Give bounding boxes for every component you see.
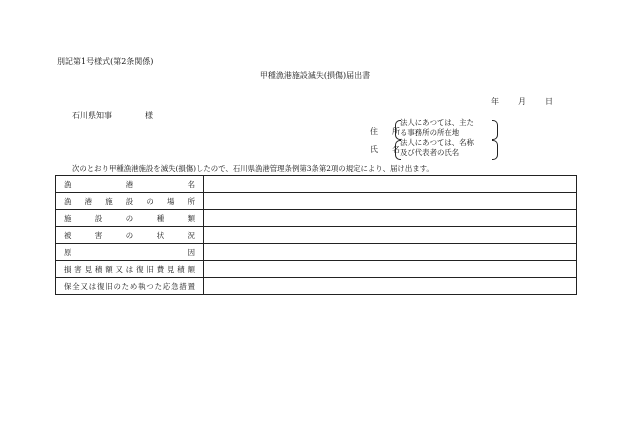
row-value-damage-status[interactable] xyxy=(204,227,577,244)
form-reference: 別記第1号様式(第2条関係) xyxy=(57,57,154,66)
row-label-fishing-port-name: 漁港名 xyxy=(56,176,204,193)
row-value-damage-estimate[interactable] xyxy=(204,261,577,278)
name-bracket-right xyxy=(492,140,498,160)
table-row xyxy=(56,227,577,244)
date-line xyxy=(491,97,553,107)
name-note-line-2: 及び代表者の氏名 xyxy=(400,148,460,157)
row-label-facility-location: 漁港施設の場所 xyxy=(56,193,204,210)
row-label-damage-status: 被害の状況 xyxy=(56,227,204,244)
table-row xyxy=(56,176,577,193)
intro-statement: 次のとおり甲種漁港施設を滅失(損傷)したので、石川県漁港管理条例第3条第2項の規定により、届け出ます。 xyxy=(72,164,434,173)
row-value-emergency-measures[interactable] xyxy=(204,278,577,295)
name-note-line-1: 法人にあつては、名称 xyxy=(400,138,474,147)
addressee xyxy=(72,111,153,121)
table-row xyxy=(56,278,577,295)
table-row xyxy=(56,193,577,210)
address-label: 住所 xyxy=(370,127,400,136)
table-row xyxy=(56,244,577,261)
row-label-emergency-measures: 保全又は復旧のため執つた応急措置 xyxy=(56,278,204,295)
table-row xyxy=(56,210,577,227)
addressee-honorific: 様 xyxy=(145,111,153,120)
date-day: 日 xyxy=(545,97,553,106)
address-note-line-2: る事務所の所在地 xyxy=(400,128,460,137)
address-note-line-1: 法人にあつては、主た xyxy=(400,118,474,127)
name-label: 氏名 xyxy=(370,145,400,154)
table-row xyxy=(56,261,577,278)
address-bracket-right xyxy=(492,120,498,140)
row-value-facility-location[interactable] xyxy=(204,193,577,210)
row-label-facility-type: 施設の種類 xyxy=(56,210,204,227)
row-value-fishing-port-name[interactable] xyxy=(204,176,577,193)
row-label-cause: 原因 xyxy=(56,244,204,261)
date-month: 月 xyxy=(518,97,526,106)
date-year: 年 xyxy=(491,97,499,106)
addressee-governor: 石川県知事 xyxy=(72,111,112,120)
row-value-cause[interactable] xyxy=(204,244,577,261)
document-title: 甲種漁港施設滅失(損傷)届出書 xyxy=(259,71,371,80)
row-label-damage-estimate: 損害見積額又は復旧費見積額 xyxy=(56,261,204,278)
fields-table xyxy=(55,175,577,295)
row-value-facility-type[interactable] xyxy=(204,210,577,227)
